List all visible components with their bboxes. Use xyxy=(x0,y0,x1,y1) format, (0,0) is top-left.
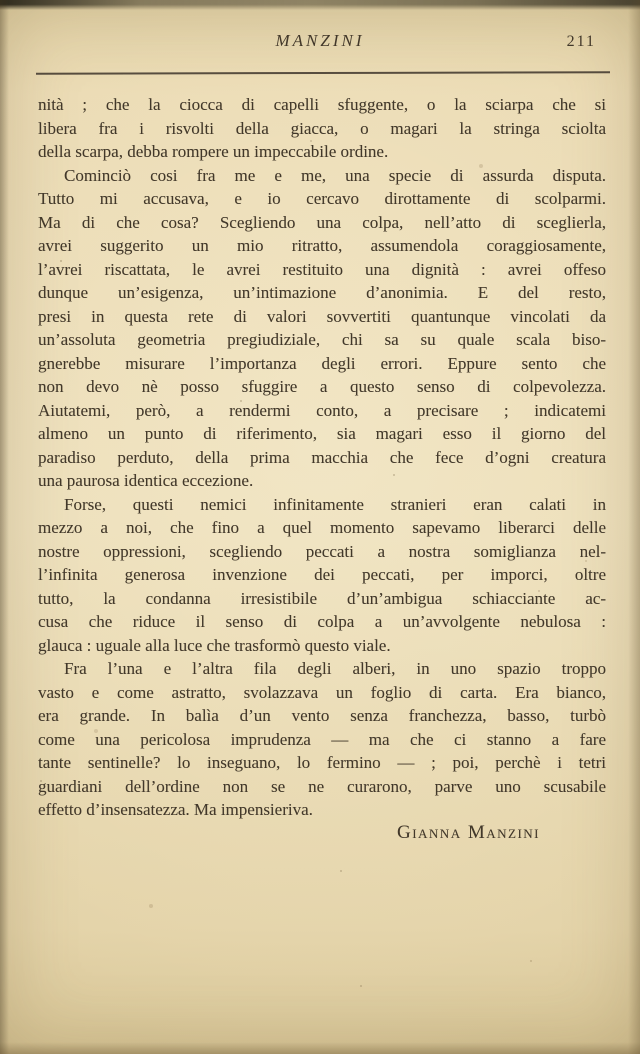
scan-edge-bottom xyxy=(0,1042,640,1054)
text-line: cusa che riduce il senso di colpa a un’avvolgente nebulosa : xyxy=(38,612,606,631)
text-line: guardiani dell’ordine non se ne curarono, parve uno scusabile xyxy=(38,776,606,796)
text-line: almeno un punto di riferimento, sia magari esso il giorno del xyxy=(38,424,606,443)
text-line: avrei suggerito un mio ritratto, assumendola coraggiosamente, xyxy=(38,236,606,255)
text-line: come una pericolosa imprudenza — ma che ci stanno a fare xyxy=(38,729,606,749)
text-line: non devo nè posso sfuggire a questo senso di colpevolezza. xyxy=(38,377,606,396)
text-line: libera fra i risvolti della giacca, o magari la stringa sciolta xyxy=(38,118,606,138)
text-line: un’assoluta geometria pregiudiziale, chi sa su quale scala biso- xyxy=(38,330,606,349)
text-line: l’avrei riscattata, le avrei restituito una dignità : avrei offeso xyxy=(38,259,606,279)
text-line: nità ; che la ciocca di capelli sfuggente, o la sciarpa che si xyxy=(38,95,606,114)
scan-edge-right xyxy=(628,0,640,1054)
text-line: paradiso perduto, della prima macchia che fece d’ogni creatura xyxy=(38,447,606,467)
text-line: mezzo a noi, che fino a quel momento sapevamo liberarci delle xyxy=(38,518,606,537)
author-signature: Gianna Manzini xyxy=(396,822,540,843)
scan-edge-top xyxy=(0,0,640,10)
text-line: vasto e come astratto, svolazzava un foglio di carta. Era bianco, xyxy=(38,682,606,702)
text-line: della scarpa, debba rompere un impeccabile ordine. xyxy=(38,142,389,161)
text-line: effetto d’insensatezza. Ma impensieriva. xyxy=(38,800,313,819)
text-line: dunque un’esigenza, un’intimazione d’anonimia. E del resto, xyxy=(38,283,606,302)
text-line: Ma di che cosa? Scegliendo una colpa, nell’atto di sceglierla, xyxy=(38,212,606,232)
text-line: Aiutatemi, però, a rendermi conto, a precisare ; indicatemi xyxy=(38,400,606,420)
running-title: MANZINI xyxy=(275,31,365,50)
text-line: nostre oppressioni, scegliendo peccati a nostra somiglianza nel- xyxy=(38,541,606,561)
text-line: presi in questa rete di valori sovvertiti quantunque vincolati da xyxy=(38,306,606,326)
text-line: tante sentinelle? lo inseguano, lo fermino — ; poi, perchè i tetri xyxy=(38,753,606,772)
text-line: Cominciò cosi fra me e me, una specie di assurda disputa. xyxy=(64,165,606,185)
text-line: glauca : uguale alla luce che trasformò questo viale. xyxy=(38,635,391,655)
text-line: Forse, questi nemici infinitamente stranieri eran calati in xyxy=(64,494,606,514)
page-number: 211 xyxy=(566,33,596,50)
text-line: era grande. In balìa d’un vento senza franchezza, basso, turbò xyxy=(38,706,606,725)
text-line: Tutto mi accusava, e io cercavo dirottamente di scolparmi. xyxy=(38,189,606,208)
text-line: Fra l’una e l’altra fila degli alberi, in uno spazio troppo xyxy=(64,659,606,678)
text-line: tutto, la condanna irresistibile d’un’ambigua schiacciante ac- xyxy=(38,588,606,608)
page-text xyxy=(38,93,606,822)
text-line: l’infinita generosa invenzione dei peccati, per imporci, oltre xyxy=(38,565,606,584)
text-line: una paurosa identica eccezione. xyxy=(38,471,254,490)
scan-edge-left xyxy=(0,0,9,1054)
text-line: gnerebbe misurare l’importanza degli errori. Eppure sento che xyxy=(38,353,606,373)
header-rule xyxy=(36,71,610,75)
